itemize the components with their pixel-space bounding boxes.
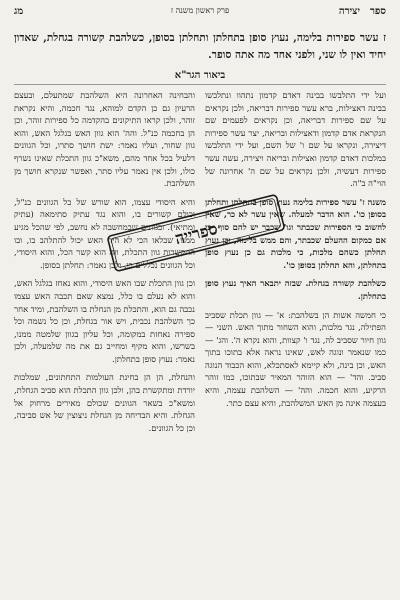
commentary-paragraph: וכן גוון התכלת שבו האש היסודי, והוא נאחז בגלגל האש, והוא לא נעלם בו כלל, נמצא שאם תכבה האש עצמו נכבה גם הוא, והתכלת מן הנחלת בו השלהבת, ומיד אחר כך השלהבת נכבית, ויש אור בגחלת, וכן כל נשמה וכל ספירה נאחזת במקומה, וכל עליון בגוון שלמטה ממנו, בשרשו, והוא מקיף ומחייב גם את מה שלמעלה, ולכן נאמר: נעוץ סופן בתחלתן. — [14, 278, 195, 364]
library-stamp-text: ספרייה — [172, 219, 220, 248]
commentary-paragraph: כי חמשה אשות הן בשלהבת: א' — גוון תכלת שסביב הפתילה, נגד מלכות, והוא השחור מתוך האש. השני — גוון חיור שסביב לה, נגד ו' קצוות, והוא נקרא ה'. והג' — כמו שנאמר ונוגה לאש, שאינו נראה אלא בתוכו בתוך האש, וכן בינה, ולא קיימא לאסתכלא, והוא הכבוד הנוגה סביב. והד' — הוא הזוהר המאיר שבתוכו, כמו זוהר הרקיע, והוא חכמה. והה' — השלהבת עצמה, והיא בעצמה אינה מן האש המשלהבת, והיא עצם כתר. — [205, 309, 386, 408]
commentary-paragraph: משנה ז' עשר ספירות בלימה נעוץ סופן בתחלתן ותחלתן בסופן כו'. הוא הדבר למעלה. שאין עשר לא כר, שאין לחשוב כי הספירות שכבתר וגו' שכבר יש להם סוף, כי אם כמקום ההעלם שכבתר, והם ממש בלימה, וכן נעוץ תחלתן כשהם מלכות, כי מלכות גם כן נעוץ סופן בתחלתן, והא תחלתן בסופן כו'. — [205, 196, 386, 270]
section-label: פרק ראשון משנה ז — [170, 6, 230, 15]
commentary-paragraph: ועל ידי התלבשו בבינה דאדם קדמון נתהוו ונתלבשו בבינה דאצילות, ברא עשר ספירות דבריאה, ולכן נקראים על שם ספירות דבריאה, וכן נקראים לפעמים שם הנקראת אדם קדמון ודאצילות ובריאה, יצר עשר ספירות דיצירה, ונקראו על שם ו' של השם, ועל ידי התלבשו במלכות דאדם קדמון ואצילות ובריאה ויצירה, עשה עשר ספירות דעשיה, ולכן נקראים על שם ה' אחרונה של הוי"ה ב"ה. — [205, 90, 386, 189]
book-title-part2: יצירה — [338, 6, 360, 17]
commentary-paragraph: כשלהבת קשורה בגחלת. שבזה יתבאר האיך נעוץ סופן בתחלתן. — [205, 278, 386, 301]
page-number: מג — [14, 6, 24, 17]
book-title-part1: ספר — [369, 6, 386, 17]
commentary-paragraph: והיא היסודי עצמו, הוא שורש של כל הגוונים כנ"ל, וכולם קשורים בו, והוא נגד עתיק סתימאה (עתיק ומתיאי). ובגוונים שבמחשבה לא נחשב, לפי שהכל מגיע ממנו, שבלאו הכי לא היה האש יכול להתלהב בו, ובו התקשרות גוון התכלת, וזה הוא קשר הכל, והוא היסודי, וכל הגוונים נכללים בו, ולכן נאמר: תחלתן בסופן. — [14, 196, 195, 270]
commentary-columns — [14, 89, 386, 434]
running-header — [14, 6, 386, 24]
commentary-paragraph: והנחלת, הן הן בחינת העולמות התחתונים, שמלכות יורדת ומתקשרת בהן, ולכן גוון התכלת הוא סביב הגחלת, ומשא"כ בשאר הגוונים שכולם מאירים מרחוק אל הגחלת. והיא הבדיחה מן הגחלת ניצוצין של אש סביבה, וכן כל הגוונים. — [14, 372, 195, 433]
commentary-column-left — [14, 89, 195, 434]
commentary-paragraph: והבחינה האחרונה היא השלהבת שמתעלם, ובעצם הרעיון גם כן הקדם למוהא, נגד חכמה, והיא נקראת זוהר, ולכן קראו התיקונים בהקדמה כל ספירות זוהר, וכן הן בחכמה כנ"ל. והה' הוא גוון האש בגלגל האש, והוא גוון שחור, ועליו נאמר: ישת חושך סתרו, וכל הגוונים דלעיל בכל אחד מהם, משא"כ גוון התכלת שאינו נשרף כולו, ולכן אין נאמר עליו סתר, ואפשר שנקרא חושך מן השלהבת. — [14, 90, 195, 189]
mishnah-text: ז עשר ספירות בלימה, נעוץ סופן בתחלתן ותחלתן בסופן, כשלהבת קשורה בגחלת, שאדון יחיד ואין לו שני, ולפני אחד מה אתה סופר. — [14, 32, 386, 61]
commentary-title: ביאור הגר"א — [14, 70, 386, 85]
commentary-column-right — [205, 89, 386, 434]
book-page — [14, 6, 386, 594]
